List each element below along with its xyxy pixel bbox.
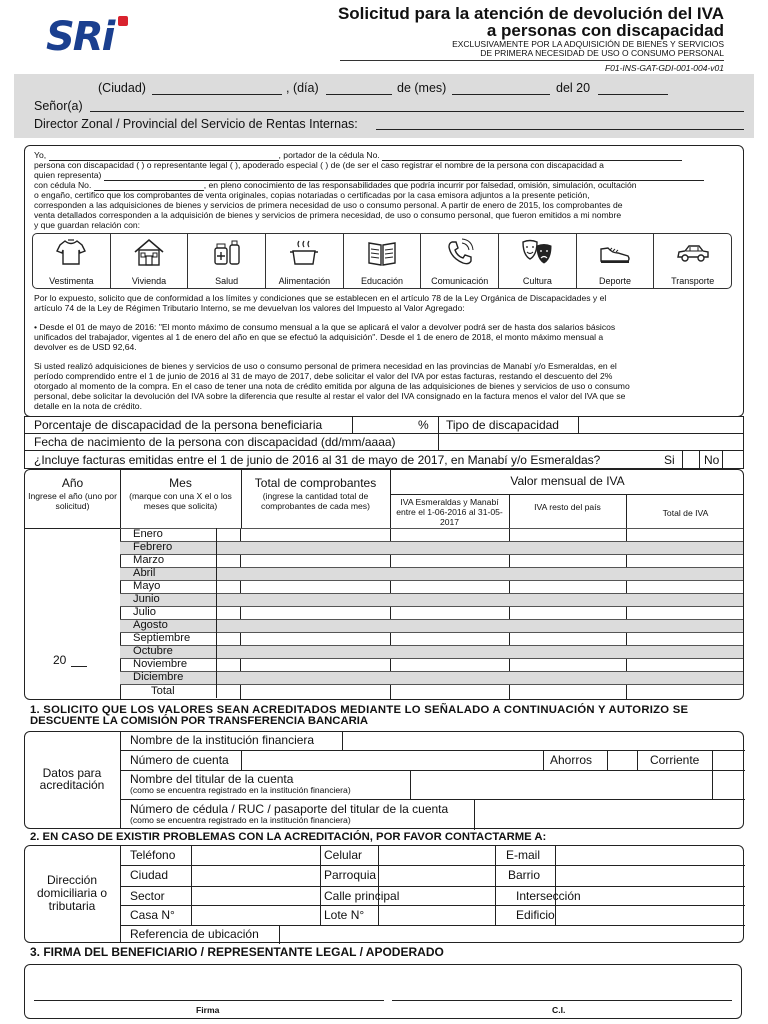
mes-header: Mes xyxy=(169,476,192,490)
ahorros-label: Ahorros xyxy=(550,753,593,767)
parroquia-label: Parroquia xyxy=(324,868,377,882)
mes-subheader: (marque con una X el o los meses que solicita) xyxy=(129,491,232,511)
month-label: Septiembre xyxy=(133,632,191,644)
total-comprobantes-subheader: (ingrese la cantidad total de comprobantes de cada mes) xyxy=(261,491,370,511)
table-cell[interactable] xyxy=(510,633,626,645)
category-vivienda xyxy=(111,234,189,288)
category-label: Vestimenta xyxy=(49,276,94,286)
section1-title-line2: DESCUENTE LA COMISIÓN POR TRANSFERENCIA BANCARIA xyxy=(30,715,369,727)
referencia-field[interactable] xyxy=(279,925,743,942)
month-checkbox[interactable] xyxy=(217,620,240,632)
month-label: Enero xyxy=(133,528,163,540)
table-cell[interactable] xyxy=(627,581,744,593)
month-checkbox[interactable] xyxy=(217,555,240,567)
shirt-icon xyxy=(54,237,88,267)
table-cell[interactable] xyxy=(391,529,509,541)
telefono-field[interactable] xyxy=(192,846,318,864)
sector-label: Sector xyxy=(130,889,165,903)
house-icon xyxy=(132,237,166,267)
ahorros-checkbox[interactable] xyxy=(607,750,636,769)
iva-esmeraldas-header: IVA Esmeraldas y Manabí entre el 1-06-2016 al 31-05-2017 xyxy=(396,497,503,527)
category-label: Educación xyxy=(361,276,404,286)
statement-line4-text: , en pleno conocimiento de las responsabilidades que podría incurrir por falsedad, omisión, simulación, ocultación xyxy=(203,180,637,190)
porcentaje-label: Porcentaje de discapacidad de la persona beneficiaria xyxy=(34,418,323,432)
table-cell[interactable] xyxy=(242,555,390,567)
category-alimentacion xyxy=(266,234,344,288)
month-label: Julio xyxy=(133,606,157,618)
statement-line5: o engaño, certifico que los comprobantes de venta originales, copias notariadas o certificadas por la casa emisora adjuntos a la presente petición, xyxy=(34,190,590,200)
firma-label: Firma xyxy=(196,1005,220,1015)
fecha-field[interactable] xyxy=(439,434,743,450)
checkbox-column-divider xyxy=(216,528,217,684)
institucion-label: Nombre de la institución financiera xyxy=(130,733,315,747)
tipo-field[interactable] xyxy=(579,417,743,433)
logo-accent xyxy=(118,16,128,26)
table-cell[interactable] xyxy=(627,633,744,645)
titular-note: (como se encuentra registrado en la institución financiera) xyxy=(130,785,351,795)
form-title-line2: a personas con discapacidad xyxy=(486,21,724,40)
section1-title-line1: 1. SOLICITO QUE LOS VALORES SEAN ACREDITADOS MEDIANTE LO SEÑALADO A CONTINUACIÓN Y AUTORIZO SE xyxy=(30,704,689,716)
interseccion-field[interactable] xyxy=(592,886,743,904)
category-cultura xyxy=(499,234,577,288)
para1-line2: artículo 74 de la Ley de Régimen Tributario Interno, se me devuelvan los valores del Impuesto al Valor Agregado: xyxy=(34,303,465,313)
month-checkbox[interactable] xyxy=(217,633,240,645)
firma-line[interactable] xyxy=(34,1000,384,1001)
month-checkbox[interactable] xyxy=(217,581,240,593)
facturas-si-label: Si xyxy=(664,453,675,467)
director-label: Director Zonal / Provincial del Servicio de Rentas Internas: xyxy=(34,117,358,131)
table-cell[interactable] xyxy=(242,581,390,593)
barrio-label: Barrio xyxy=(508,868,541,882)
para1-line1: Por lo expuesto, solicito que de conformidad a los límites y condiciones que se establecen en el artículo 78 de la Ley Orgánica de Discapacidades y el xyxy=(34,293,607,303)
table-cell[interactable] xyxy=(391,620,509,632)
dia-field[interactable] xyxy=(326,94,392,95)
sector-field[interactable] xyxy=(192,886,318,904)
fecha-label: Fecha de nacimiento de la persona con discapacidad (dd/mm/aaaa) xyxy=(34,435,396,449)
cedula-titular-label: Número de cédula / RUC / pasaporte del titular de la cuenta xyxy=(130,802,449,816)
institucion-field[interactable] xyxy=(342,732,742,749)
month-checkbox[interactable] xyxy=(217,607,240,619)
celular-label: Celular xyxy=(324,848,363,862)
cedula-titular-field[interactable] xyxy=(474,799,742,828)
month-checkbox[interactable] xyxy=(217,594,240,606)
anio-label: del 20 xyxy=(556,81,591,95)
porcentaje-field[interactable] xyxy=(353,417,409,433)
edificio-label: Edificio xyxy=(516,908,555,922)
corriente-checkbox[interactable] xyxy=(712,750,743,769)
total-iva-header: Total de IVA xyxy=(662,508,709,518)
table-cell[interactable] xyxy=(391,659,509,671)
category-transporte xyxy=(654,234,731,288)
table-cell[interactable] xyxy=(627,659,744,671)
calle-principal-field[interactable] xyxy=(410,886,494,904)
numero-cuenta-field[interactable] xyxy=(241,750,542,769)
table-cell[interactable] xyxy=(242,620,390,632)
mes-label: de (mes) xyxy=(397,81,447,95)
category-label: Cultura xyxy=(522,276,552,286)
table-cell[interactable] xyxy=(627,555,744,567)
table-cell[interactable] xyxy=(242,594,390,606)
table-cell[interactable] xyxy=(510,607,626,619)
month-checkbox[interactable] xyxy=(217,542,240,554)
category-strip xyxy=(32,233,732,289)
email-label: E-mail xyxy=(506,848,541,862)
section2-title: 2. EN CASO DE EXISTIR PROBLEMAS CON LA ACREDITACIÓN, POR FAVOR CONTACTARME A: xyxy=(30,831,547,843)
para2-line1: • Desde el 01 de mayo de 2016: "El monto máximo de consumo mensual a la que se aplicará el valor a devolver podrá ser de hasta dos salarios básicos xyxy=(34,322,616,332)
casa-field[interactable] xyxy=(192,905,318,924)
book-icon xyxy=(365,237,399,267)
month-label: Noviembre xyxy=(133,658,188,670)
ciudad-label: Ciudad xyxy=(130,868,169,882)
category-label: Vivienda xyxy=(131,276,167,286)
table-cell[interactable] xyxy=(510,529,626,541)
dia-label: , (día) xyxy=(286,81,319,95)
anio-header: Año xyxy=(61,476,84,490)
senor-label: Señor(a) xyxy=(34,99,83,113)
year-field[interactable] xyxy=(71,666,87,667)
table-cell[interactable] xyxy=(627,646,744,658)
para3-line4: personal, debe solicitar la devolución del IVA sobre la diferencia que resulte al restar el valor del IVA consignado en la factura menos el valor del IVA que se xyxy=(34,391,626,401)
table-cell[interactable] xyxy=(510,646,626,658)
table-cell[interactable] xyxy=(510,620,626,632)
month-checkbox[interactable] xyxy=(217,529,240,541)
parroquia-field[interactable] xyxy=(378,865,494,885)
statement-line2: persona con discapacidad ( ) o representante legal ( ), apoderado especial ( ) de (de ser el caso registrar el nombre de la persona con discapacidad a xyxy=(34,160,604,170)
para3-line5: detalle en la nota de crédito. xyxy=(34,401,142,411)
statement-cedula: , portador de la cédula No. xyxy=(278,150,380,160)
celular-field[interactable] xyxy=(378,846,494,864)
ciudad-label: (Ciudad) xyxy=(98,81,146,95)
director-field[interactable] xyxy=(376,129,744,130)
table-cell[interactable] xyxy=(510,581,626,593)
datos-acreditacion-label: Datos para acreditación xyxy=(39,766,105,792)
total-divider xyxy=(216,684,217,698)
edificio-field[interactable] xyxy=(570,905,743,924)
table-cell[interactable] xyxy=(242,542,390,554)
table-cell[interactable] xyxy=(242,568,390,580)
table-cell[interactable] xyxy=(391,672,509,684)
table-cell[interactable] xyxy=(242,646,390,658)
valor-mensual-header: Valor mensual de IVA xyxy=(510,474,625,488)
table-cell[interactable] xyxy=(391,633,509,645)
month-checkbox[interactable] xyxy=(217,659,240,671)
table-cell[interactable] xyxy=(391,542,509,554)
table-cell[interactable] xyxy=(242,607,390,619)
total-comprobantes-header: Total de comprobantes xyxy=(254,476,377,490)
pot-icon xyxy=(287,237,321,267)
table-cell[interactable] xyxy=(510,568,626,580)
car-icon xyxy=(676,237,710,267)
phone-icon xyxy=(443,237,477,267)
para3-line1: Si usted realizó adquisiciones de bienes y servicios de uso o consumo personal de primera necesidad en las provincias de Manabí y/o Esmeraldas, en el xyxy=(34,361,617,371)
barrio-field[interactable] xyxy=(556,865,743,885)
para2-line2: unificados del trabajador, vigentes al 1 de enero del año en que se efectuó la adquisición". Desde el 1 de enero de 2018, el monto máximo mensual a xyxy=(34,332,604,342)
interseccion-label: Intersección xyxy=(516,889,581,903)
table-cell[interactable] xyxy=(510,542,626,554)
table-cell[interactable] xyxy=(391,568,509,580)
table-cell[interactable] xyxy=(510,594,626,606)
table-cell[interactable] xyxy=(510,555,626,567)
category-label: Comunicación xyxy=(431,276,489,286)
category-comunicacion xyxy=(421,234,499,288)
category-salud xyxy=(188,234,266,288)
month-label: Octubre xyxy=(133,645,173,657)
table-cell[interactable] xyxy=(242,633,390,645)
category-label: Deporte xyxy=(599,276,632,286)
form-subtitle-line1: EXCLUSIVAMENTE POR LA ADQUISICIÓN DE BIENES Y SERVICIOS xyxy=(452,39,724,49)
month-label: Abril xyxy=(133,567,156,579)
table-cell[interactable] xyxy=(627,672,744,684)
direccion-label: Dirección domiciliaria o tributaria xyxy=(36,873,108,913)
statement-yo: Yo, xyxy=(34,150,47,160)
section3-title: 3. FIRMA DEL BENEFICIARIO / REPRESENTANTE LEGAL / APODERADO xyxy=(30,945,444,959)
telefono-label: Teléfono xyxy=(130,848,176,862)
facturas-no-box[interactable] xyxy=(722,451,743,468)
category-label: Alimentación xyxy=(278,276,331,286)
table-cell[interactable] xyxy=(627,542,744,554)
form-subtitle-line2: DE PRIMERA NECESIDAD DE USO O CONSUMO PERSONAL xyxy=(480,48,724,58)
form-title-line1: Solicitud para la atención de devolución del IVA xyxy=(337,4,724,23)
facturas-si-box[interactable] xyxy=(682,451,700,468)
masks-icon xyxy=(520,237,554,267)
iva-resto-header: IVA resto del país xyxy=(534,502,601,512)
monthly-table xyxy=(24,469,744,700)
month-checkbox[interactable] xyxy=(217,672,240,684)
header-divider xyxy=(340,60,724,61)
email-field[interactable] xyxy=(556,846,743,864)
ci-label: C.I. xyxy=(552,1005,566,1015)
shoe-icon xyxy=(598,237,632,267)
signature-box xyxy=(24,964,742,1019)
percent-sign: % xyxy=(418,418,429,432)
para2-line3: devolver es de USD 92,64. xyxy=(34,342,137,352)
ciudad-field[interactable] xyxy=(152,94,282,95)
table-cell[interactable] xyxy=(242,659,390,671)
para3-line2: período comprendido entre el 1 de junio de 2016 al 31 de mayo de 2017, debe solicitar el valor del IVA por estas facturas, restando el descuento del 2% xyxy=(34,371,613,381)
anio-field[interactable] xyxy=(598,94,668,95)
table-cell[interactable] xyxy=(627,594,744,606)
year-prefix: 20 xyxy=(53,653,67,667)
table-cell[interactable] xyxy=(510,659,626,671)
medicine-icon xyxy=(210,237,244,267)
month-label: Agosto xyxy=(133,619,168,631)
statement-line3-text: quien representa) xyxy=(34,170,102,180)
table-cell[interactable] xyxy=(391,594,509,606)
month-label: Febrero xyxy=(133,541,173,553)
referencia-label: Referencia de ubicación xyxy=(130,927,259,941)
category-vestimenta xyxy=(33,234,111,288)
table-cell[interactable] xyxy=(391,581,509,593)
month-checkbox[interactable] xyxy=(217,568,240,580)
table-cell[interactable] xyxy=(242,672,390,684)
mes-field[interactable] xyxy=(452,94,550,95)
table-cell[interactable] xyxy=(391,646,509,658)
statement-line4-label: con cédula No. xyxy=(34,180,92,190)
month-label: Diciembre xyxy=(133,671,184,683)
month-checkbox[interactable] xyxy=(217,646,240,658)
table-cell[interactable] xyxy=(627,529,744,541)
lote-field[interactable] xyxy=(378,905,494,924)
table-cell[interactable] xyxy=(391,555,509,567)
casa-label: Casa N° xyxy=(130,908,175,922)
calle-principal-label: Calle principal xyxy=(324,889,400,903)
month-label: Junio xyxy=(133,593,160,605)
corriente-label: Corriente xyxy=(650,753,700,767)
month-label: Mayo xyxy=(133,580,161,592)
month-label: Marzo xyxy=(133,554,165,566)
numero-cuenta-label: Número de cuenta xyxy=(130,753,229,767)
tipo-label: Tipo de discapacidad xyxy=(446,418,559,432)
table-cell[interactable] xyxy=(627,607,744,619)
titular-field[interactable] xyxy=(410,770,710,798)
logo-text: SRi xyxy=(46,14,114,60)
table-cell[interactable] xyxy=(627,568,744,580)
divider xyxy=(438,416,439,434)
titular-label: Nombre del titular de la cuenta xyxy=(130,772,294,786)
anio-subheader: Ingrese el año (uno por solicitud) xyxy=(28,491,117,511)
facturas-label: ¿Incluye facturas emitidas entre el 1 de junio de 2016 al 31 de mayo de 2017, en Manabí y/o Esmeraldas? xyxy=(34,453,601,467)
cedula-titular-note: (como se encuentra registrado en la institución financiera) xyxy=(130,815,351,825)
lote-label: Lote N° xyxy=(324,908,365,922)
statement-line6: corresponden a las adquisiciones de bienes y servicios de primera necesidad de uso o consumo personal. A partir de enero de 2015, los comprobantes de xyxy=(34,200,623,210)
statement-line8: y que guardan relación con: xyxy=(34,220,141,230)
ci-line[interactable] xyxy=(392,1000,732,1001)
category-deporte xyxy=(577,234,655,288)
para3-line3: otorgado al momento de la compra. En el caso de tener una nota de crédito emitida por alguna de las adquisiciones de bienes y servicios de uso o consumo xyxy=(34,381,630,391)
table-cell[interactable] xyxy=(242,529,390,541)
senor-field[interactable] xyxy=(90,111,744,112)
category-label: Salud xyxy=(215,276,239,286)
ciudad-field[interactable] xyxy=(192,865,318,885)
table-cell[interactable] xyxy=(627,620,744,632)
table-cell[interactable] xyxy=(510,672,626,684)
statement-line7: venta detallados corresponden a la adquisición de bienes y servicios de primera necesidad, de uso o consumo personal, que fueron emitidos a mi nombre xyxy=(34,210,622,220)
facturas-no-label: No xyxy=(704,453,720,467)
total-label: Total xyxy=(151,685,175,697)
form-code: F01-INS-GAT-GDI-001-004-v01 xyxy=(604,63,724,73)
table-cell[interactable] xyxy=(391,607,509,619)
category-educacion xyxy=(344,234,422,288)
category-label: Transporte xyxy=(671,276,715,286)
total-row xyxy=(120,684,744,697)
